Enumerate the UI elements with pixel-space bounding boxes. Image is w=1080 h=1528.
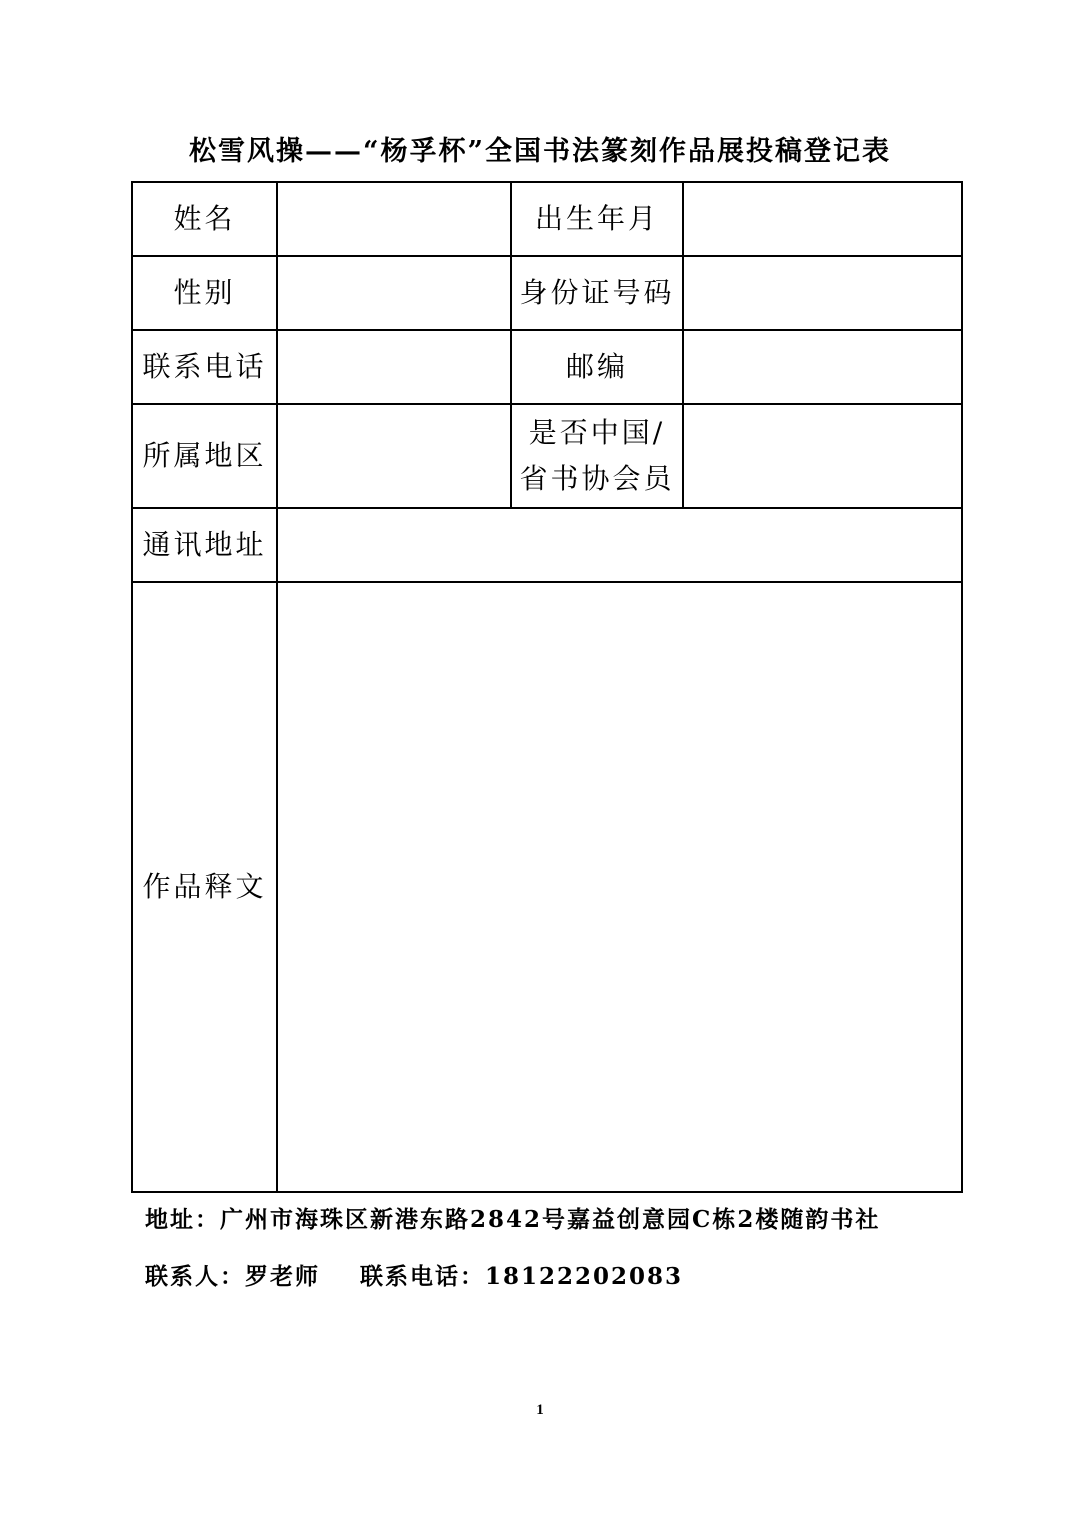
footer-address: 地址：广州市海珠区新港东路2842号嘉益创意园C栋2楼随韵书社 (145, 1206, 881, 1233)
table-row (132, 508, 962, 582)
gender-field[interactable] (277, 256, 511, 330)
postcode-label: 邮编 (511, 330, 683, 404)
table-row (132, 256, 962, 330)
contact-phone: 联系电话：18122202083 (360, 1263, 684, 1290)
table-row (132, 330, 962, 404)
table-row (132, 582, 962, 1192)
name-field[interactable] (277, 182, 511, 256)
birth-date-field[interactable] (683, 182, 962, 256)
name-label: 姓名 (132, 182, 277, 256)
work-text-label: 作品释文 (132, 582, 277, 1192)
postcode-field[interactable] (683, 330, 962, 404)
address-field[interactable] (277, 508, 962, 582)
member-label-line1: 是否中国/ (528, 416, 666, 449)
footer-contact (145, 1261, 683, 1293)
id-number-field[interactable] (683, 256, 962, 330)
table-row (132, 182, 962, 256)
phone-label: 联系电话 (132, 330, 277, 404)
member-label (511, 404, 683, 508)
member-field[interactable] (683, 404, 962, 508)
contact-person: 联系人：罗老师 (145, 1263, 320, 1290)
birth-date-label: 出生年月 (511, 182, 683, 256)
phone-field[interactable] (277, 330, 511, 404)
id-number-label: 身份证号码 (511, 256, 683, 330)
page-number: 1 (536, 1402, 544, 1418)
region-field[interactable] (277, 404, 511, 508)
address-label: 通讯地址 (132, 508, 277, 582)
region-label: 所属地区 (132, 404, 277, 508)
work-text-field[interactable] (277, 582, 962, 1192)
gender-label: 性别 (132, 256, 277, 330)
member-label-line2: 省书协会员 (519, 462, 675, 495)
registration-form-table (131, 181, 963, 1193)
table-row (132, 404, 962, 508)
form-title: 松雪风操——“杨孚杯”全国书法篆刻作品展投稿登记表 (188, 136, 892, 167)
